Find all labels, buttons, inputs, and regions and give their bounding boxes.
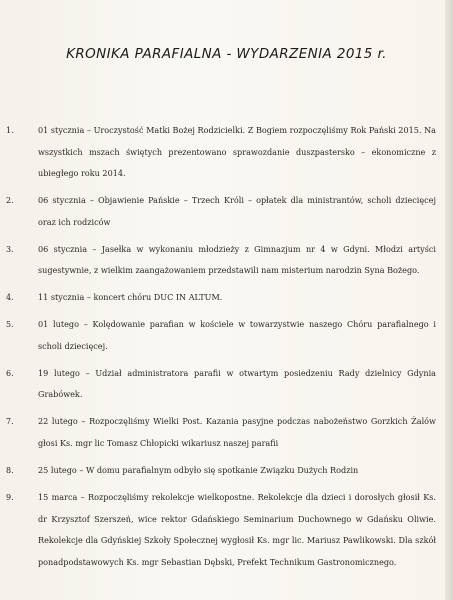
entry-separator: –: [85, 195, 98, 206]
entry-date: 22 lutego: [38, 416, 78, 427]
entry-number: 7.: [6, 417, 14, 427]
page-edge-shadow: [445, 0, 453, 600]
chronicle-entry: [6, 239, 436, 282]
chronicle-entry: [6, 411, 436, 454]
chronicle-entry: [6, 314, 436, 357]
entry-number: 4.: [6, 293, 14, 303]
entry-number: 1.: [6, 126, 14, 135]
entry-text: Rozpoczęliśmy Wielki Post. Kazania pasyjne podczas nabożeństwo Gorzkich Żalów głosi Ks. mgr lic Tomasz Chłopicki wikariusz naszej parafii: [38, 416, 436, 449]
entry-number: 8.: [6, 466, 14, 476]
entry-separator: –: [77, 492, 88, 503]
entry-separator: –: [79, 367, 96, 378]
chronicle-entry: [6, 120, 436, 185]
page-title: KRONIKA PARAFIALNA - WYDARZENIA 2015 r.: [66, 46, 387, 62]
entry-number: 9.: [6, 493, 14, 503]
entry-text: W domu parafialnym odbyło się spotkanie Związku Dużych Rodzin: [85, 465, 359, 476]
chronicle-entry: [6, 287, 436, 309]
entry-text: Objawienie Pańskie – Trzech Króli – opłatek dla ministrantów, scholi dziecięcej oraz ich rodziców: [38, 195, 436, 227]
entry-separator: –: [78, 319, 93, 330]
entry-date: 06 stycznia: [38, 243, 88, 254]
entry-text: Jasełka w wykonaniu młodzieży z Gimnazjum nr 4 w Gdyni. Młodzi artyści sugestywnie, z wielkim zaangażowaniem przedstawili nam misterium narodzin Syna Bożego.: [38, 243, 436, 276]
entry-separator: –: [77, 416, 90, 427]
entry-separator: –: [84, 292, 94, 303]
entry-text: koncert chóru DUC IN ALTUM.: [93, 292, 223, 303]
entry-text: Rozpoczęliśmy rekolekcje wielkopostne. Rekolekcje dla dzieci i dorosłych głosił Ks. dr Krzysztof Szerszeń, wice rektor Gdańskiego Seminarium Duchownego w Gdańsku Oliwie. Rekolekcje dla Gdyńskiej Szkoły Społecznej wygłosił Ks. mgr lic. Mariusz Pawlikowski. Dla szkół ponadpodstawowych Ks. mgr Sebastian Dębski, Prefekt Technikum Gastronomicznego.: [38, 492, 436, 567]
entry-separator: –: [84, 125, 94, 135]
entry-date: 11 stycznia: [38, 292, 85, 303]
entry-separator: –: [87, 243, 102, 254]
chronicle-entry-list: [6, 120, 436, 579]
entry-number: 2.: [6, 196, 14, 206]
entry-date: 19 lutego: [38, 367, 80, 378]
entry-date: 15 marca: [38, 492, 78, 503]
chronicle-entry: [6, 190, 436, 233]
entry-date: 06 stycznia: [38, 195, 86, 206]
chronicle-entry: [6, 363, 436, 406]
entry-text: Uroczystość Matki Bożej Rodzicielki. Z Bogiem rozpoczęliśmy Rok Pański 2015. Na wszystkich mszach świętych prezentowano sprawozdanie duszpastersko – ekonomiczne z ubiegłego roku 2014.: [38, 125, 436, 179]
entry-text: Kolędowanie parafian w kościele w towarzystwie naszego Chóru parafialnego i scholi dziecięcej.: [38, 319, 436, 351]
entry-number: 6.: [6, 368, 14, 378]
entry-number: 3.: [6, 244, 14, 254]
chronicle-entry: [6, 487, 436, 573]
chronicle-entry: [6, 460, 436, 482]
entry-date: 01 lutego: [38, 319, 79, 330]
entry-number: 5.: [6, 320, 14, 330]
entry-date: 01 stycznia: [38, 125, 85, 135]
entry-date: 25 lutego: [38, 465, 77, 476]
entry-text: Udział administratora parafii w otwartym posiedzeniu Rady dzielnicy Gdynia Grabówek.: [38, 367, 436, 400]
entry-separator: –: [76, 465, 86, 476]
